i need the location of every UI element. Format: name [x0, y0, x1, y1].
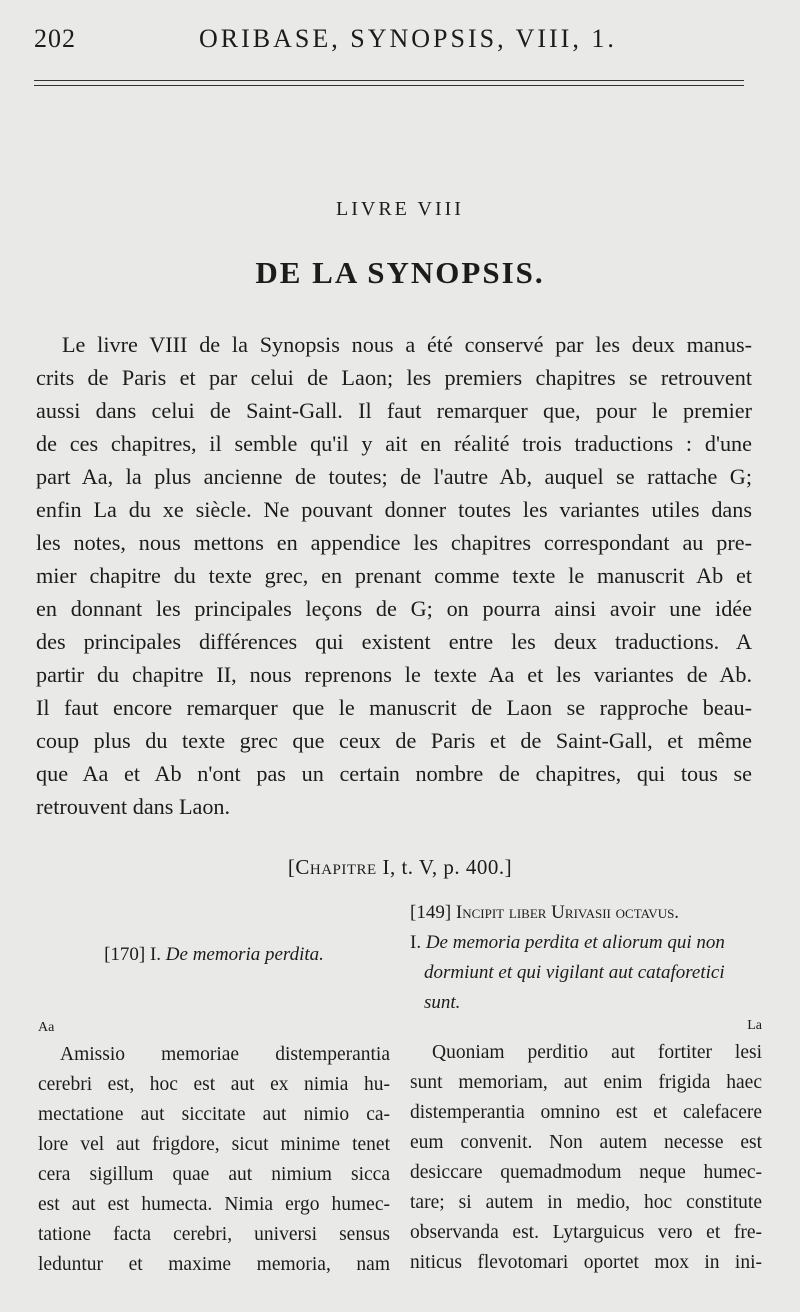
chapter-ref-rest: I, t. V, p. 400.] — [376, 855, 513, 879]
text-line: eum convenit. Non autem necesse est — [410, 1132, 762, 1153]
text-line: tatione facta cerebri, universi sensus — [38, 1224, 390, 1245]
text-line: distemperantia omnino est et calefacere — [410, 1102, 762, 1123]
text-line: leduntur et maxime memoria, nam — [38, 1254, 390, 1275]
right-incipit-text: Incipit liber Urivasii octavus. — [455, 902, 680, 923]
text-line: enfin La du xe siècle. Ne pouvant donner toutes les variantes utiles dans — [36, 497, 752, 522]
book-title: DE LA SYNOPSIS. — [255, 255, 545, 290]
text-line: coup plus du texte grec que ceux de Paris et de Saint-Gall, et même — [36, 728, 752, 753]
right-column-heading — [410, 928, 762, 1018]
text-line: observanda est. Lytarguicus vero et fre- — [410, 1222, 762, 1243]
text-line: Quoniam perditio aut fortiter lesi — [432, 1042, 762, 1063]
header-rule — [34, 80, 744, 86]
text-line: sunt memoriam, aut enim frigida haec — [410, 1072, 762, 1093]
text-line: tare; si autem in medio, hoc constitute — [410, 1192, 762, 1213]
page-number: 202 — [34, 24, 76, 53]
text-line: crits de Paris et par celui de Laon; les premiers chapitres se retrouvent — [36, 365, 752, 390]
left-sigle: Aa — [38, 1020, 55, 1035]
left-column — [38, 930, 390, 1280]
right-marker: [149] — [410, 902, 452, 923]
text-line: des principales différences qui existent entre les deux traductions. A — [36, 629, 752, 654]
left-heading-num: I. — [149, 944, 162, 965]
text-line: que Aa et Ab n'ont pas un certain nombre de chapitres, qui tous se — [36, 761, 752, 786]
text-line: en donnant les principales leçons de G; on pourra ainsi avoir une idée — [36, 596, 752, 621]
chapter-reference — [0, 855, 800, 880]
left-marker: [170] — [104, 944, 146, 965]
text-line: partir du chapitre II, nous reprenons le texte Aa et les variantes de Ab. — [36, 662, 752, 687]
left-column-text — [38, 1040, 390, 1280]
left-column-heading — [38, 940, 390, 970]
right-column-text — [410, 1038, 762, 1278]
text-line: est aut est humecta. Nimia ergo humec- — [38, 1194, 390, 1215]
chapter-ref-label: Chapitre — [295, 855, 377, 879]
right-heading-title: De memoria perdita et aliorum qui non dormiunt et qui vigilant aut cataforetici sunt. — [424, 932, 725, 1013]
text-line: retrouvent dans Laon. — [36, 794, 231, 819]
right-heading-num: I. — [410, 932, 422, 953]
text-line: part Aa, la plus ancienne de toutes; de l'autre Ab, auquel se rattache G; — [36, 464, 752, 489]
running-head — [34, 20, 766, 60]
book-label: LIVRE VIII — [336, 198, 464, 220]
text-line: desiccare quemadmodum neque humec- — [410, 1162, 762, 1183]
text-line: les notes, nous mettons en appendice les chapitres correspondant au pre- — [36, 530, 752, 555]
intro-paragraph — [36, 328, 752, 823]
text-line: cera sigillum quae aut nimium sicca — [38, 1164, 390, 1185]
text-line: de ces chapitres, il semble qu'il y ait en réalité trois traductions : d'une — [36, 431, 752, 456]
text-line: mier chapitre du texte grec, en prenant comme texte le manuscrit Ab et — [36, 563, 752, 588]
running-title: ORIBASE, SYNOPSIS, VIII, 1. — [199, 24, 617, 53]
text-line: Il faut encore remarquer que le manuscrit de Laon se rapproche beau- — [36, 695, 752, 720]
text-line: cerebri est, hoc est aut ex nimia hu- — [38, 1074, 390, 1095]
text-line: Amissio memoriae distemperantia — [60, 1044, 390, 1065]
text-line: niticus flevotomari oportet mox in ini- — [410, 1252, 762, 1273]
text-line: Le livre VIII de la Synopsis nous a été conservé par les deux manus- — [62, 332, 752, 357]
chapter-ref-open: [ — [287, 855, 296, 879]
left-heading-title: De memoria perdita. — [165, 944, 324, 965]
right-column — [410, 898, 762, 1278]
text-line: mectatione aut siccitate aut nimio ca- — [38, 1104, 390, 1125]
right-sigle: La — [747, 1018, 762, 1033]
text-line: lore vel aut frigdore, sicut minime tenet — [38, 1134, 390, 1155]
right-incipit — [410, 898, 762, 928]
text-line: aussi dans celui de Saint-Gall. Il faut remarquer que, pour le premier — [36, 398, 752, 423]
